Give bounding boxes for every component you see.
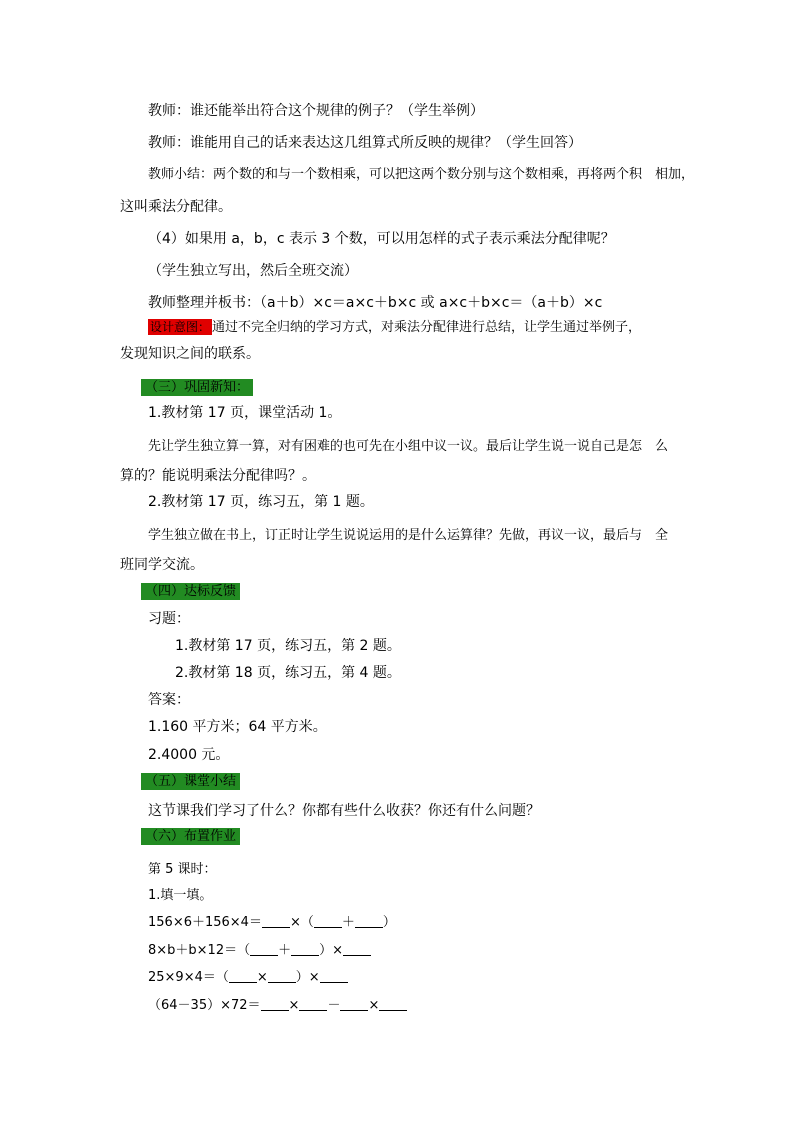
equation-3: 25×9×4＝（ × ）× [148, 968, 348, 988]
exercise-item-1: 1.教材第 17 页，练习五，第 2 题。 [175, 638, 401, 654]
paragraph-teacher-question-1: 教师：谁还能举出符合这个规律的例子？（学生举例） [148, 103, 484, 119]
homework-task: 1.填一填。 [148, 888, 213, 903]
answers-label: 答案： [148, 692, 190, 708]
paragraph-teacher-summary: 教师小结：两个数的和与一个数相乘，可以把这两个数分别与这个数相乘，再将两个积 相加， [148, 167, 695, 182]
design-intent-label: 设计意图： [150, 320, 211, 334]
answer-blank[interactable] [343, 941, 371, 956]
exercise-item-2: 2.教材第 18 页，练习五，第 4 题。 [175, 665, 401, 681]
exercises-label: 习题： [148, 611, 190, 627]
section-heading-feedback: （四）达标反馈 [141, 582, 240, 602]
consolidate-item-2-desc: 学生独立做在书上，订正时让学生说说运用的是什么运算律？先做，再议一议，最后与 全 [148, 528, 669, 543]
section-heading-consolidate: （三）巩固新知： [141, 378, 253, 398]
answer-item-2: 2.4000 元。 [148, 747, 230, 763]
consolidate-item-2-desc-cont: 班同学交流。 [120, 557, 204, 573]
answer-item-1: 1.160 平方米；64 平方米。 [148, 719, 327, 735]
summary-text: 这节课我们学习了什么？你都有些什么收获？你还有什么问题？ [148, 803, 540, 819]
paragraph-design-intent-cont: 发现知识之间的联系。 [120, 346, 260, 362]
answer-blank[interactable] [320, 968, 348, 983]
equation-1: 156×6＋156×4＝ ×（ ＋ ） [148, 915, 396, 930]
equation-2: 8×b＋b×12＝（ ＋ ）× [148, 941, 371, 961]
answer-blank[interactable] [314, 913, 342, 928]
paragraph-question-4: （4）如果用 a，b，c 表示 3 个数，可以用怎样的式子表示乘法分配律呢？ [148, 231, 615, 247]
consolidate-item-2: 2.教材第 17 页，练习五，第 1 题。 [148, 494, 374, 510]
answer-blank[interactable] [229, 968, 257, 983]
answer-blank[interactable] [268, 968, 296, 983]
consolidate-item-1-desc: 先让学生独立算一算，对有困难的也可先在小组中议一议。最后让学生说一说自己是怎 么 [148, 439, 669, 454]
paragraph-student-activity: （学生独立写出，然后全班交流） [148, 263, 358, 279]
paragraph-teacher-summary-cont: 这叫乘法分配律。 [120, 199, 232, 215]
section-heading-summary: （五）课堂小结 [141, 772, 240, 792]
answer-blank[interactable] [262, 913, 290, 928]
section-heading-homework: （六）布置作业 [141, 827, 240, 847]
paragraph-design-intent [148, 317, 641, 338]
answer-blank[interactable] [299, 996, 327, 1011]
equation-4: （64－35）×72＝ × － × [148, 996, 407, 1016]
answer-blank[interactable] [261, 996, 289, 1011]
paragraph-board-writing: 教师整理并板书：（a＋b）×c＝a×c＋b×c 或 a×c＋b×c＝（a＋b）×c [148, 295, 603, 311]
answer-blank[interactable] [340, 996, 368, 1011]
paragraph-teacher-question-2: 教师：谁能用自己的话来表达这几组算式所反映的规律？（学生回答） [148, 135, 582, 151]
answer-blank[interactable] [379, 996, 407, 1011]
homework-lesson: 第 5 课时： [148, 862, 217, 877]
consolidate-item-1-desc-cont: 算的？能说明乘法分配律吗？。 [120, 468, 316, 484]
answer-blank[interactable] [355, 913, 383, 928]
design-intent-text: 通过不完全归纳的学习方式，对乘法分配律进行总结，让学生通过举例子， [212, 320, 642, 335]
answer-blank[interactable] [291, 941, 319, 956]
consolidate-item-1: 1.教材第 17 页，课堂活动 1。 [148, 405, 342, 421]
answer-blank[interactable] [250, 941, 278, 956]
